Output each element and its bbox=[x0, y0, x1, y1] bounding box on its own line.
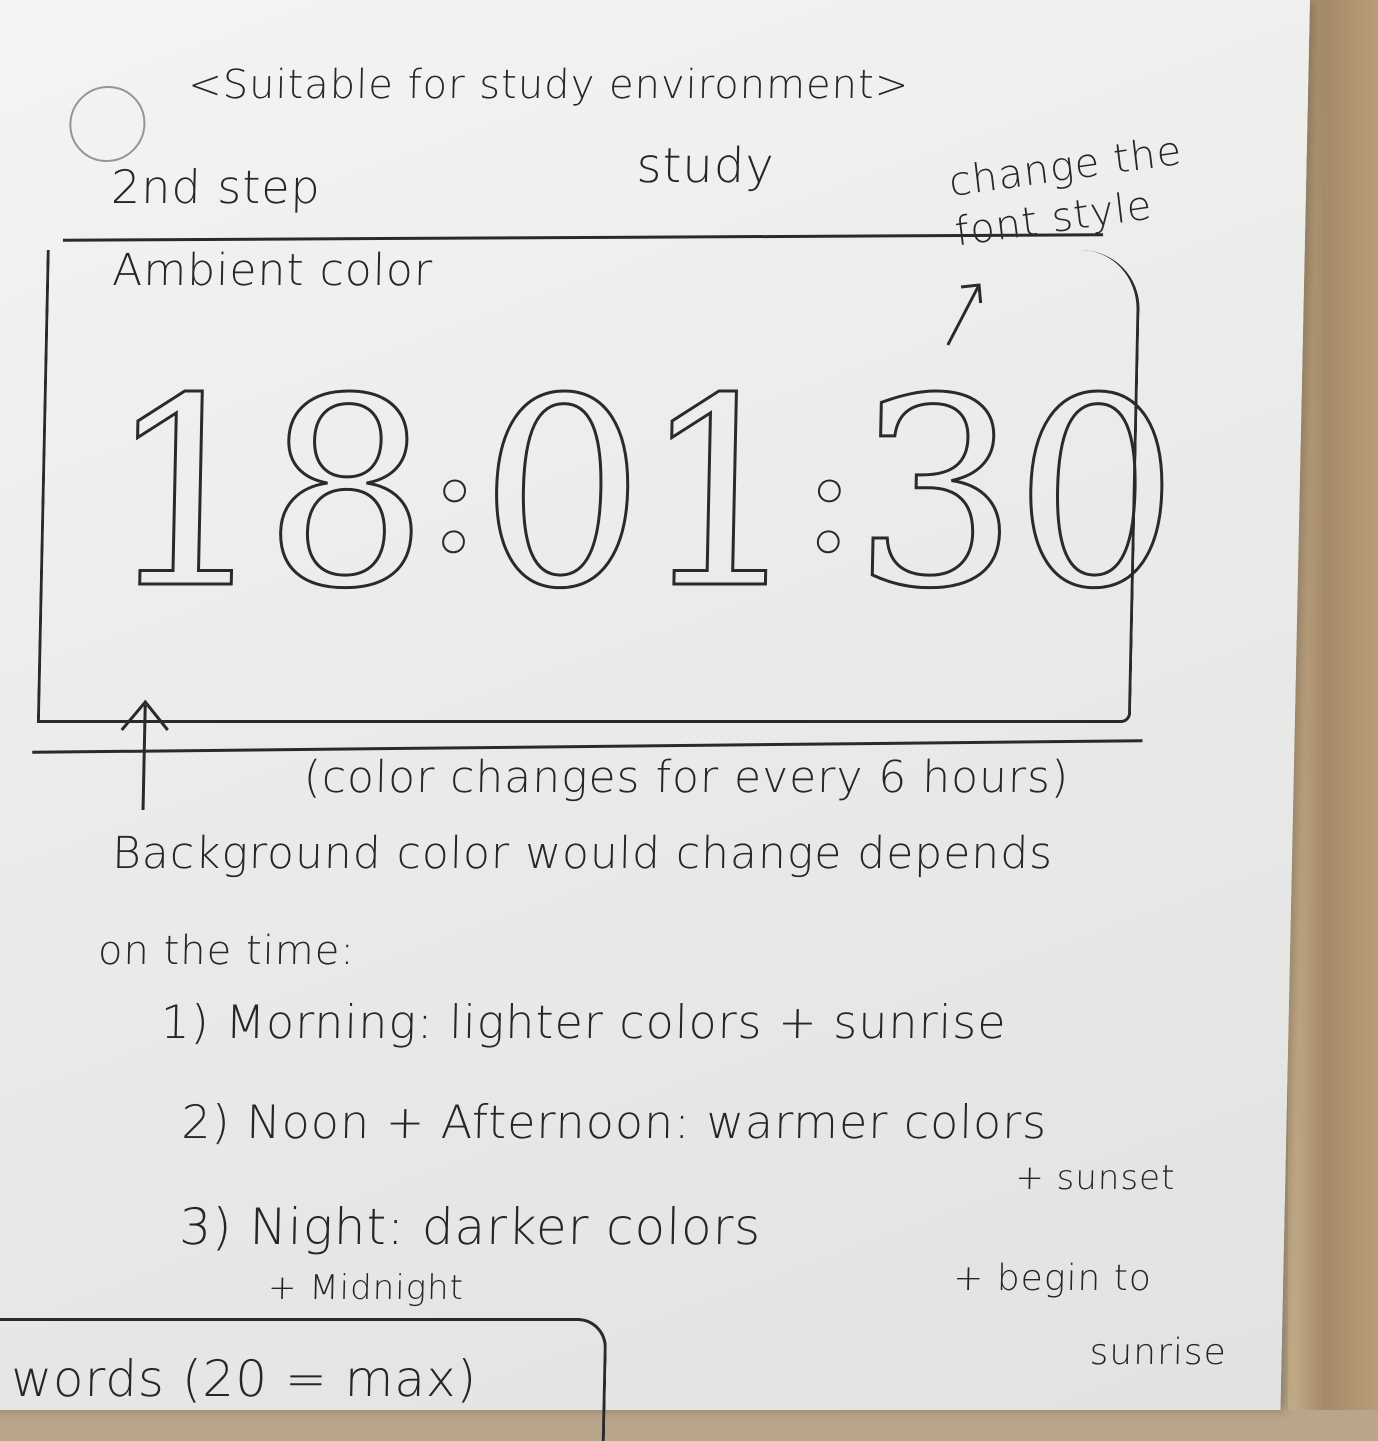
footer-box-text: words (20 = max) bbox=[10, 1350, 478, 1408]
step-label: 2nd step bbox=[110, 160, 322, 214]
top-rule bbox=[63, 233, 1103, 241]
subtitle: <Suitable for study environment> bbox=[187, 62, 910, 108]
clock-minutes: 01 bbox=[476, 344, 802, 646]
list-item: 1) Morning: lighter colors + sunrise bbox=[160, 995, 1008, 1049]
intro-line-2: on the time: bbox=[97, 928, 356, 974]
clock-seconds: 30 bbox=[850, 344, 1177, 646]
list-item: 2) Noon + Afternoon: warmer colors bbox=[180, 1095, 1048, 1149]
item3-extra-right-2: sunrise bbox=[1089, 1332, 1228, 1373]
arrow-upright-icon bbox=[938, 275, 1000, 355]
arrow-up-icon bbox=[108, 690, 181, 815]
clock-display bbox=[101, 344, 1177, 646]
mode-label: study bbox=[635, 138, 776, 194]
color-change-caption: (color changes for every 6 hours) bbox=[303, 752, 1070, 803]
circle-mark-icon bbox=[69, 86, 147, 162]
item2-extra: + sunset bbox=[1014, 1158, 1176, 1198]
item3-extra-right-1: + begin to bbox=[952, 1258, 1153, 1299]
clock-separator-2: : bbox=[800, 401, 853, 588]
clock-hours: 18 bbox=[101, 344, 427, 646]
intro-line-1: Background color would change depends bbox=[111, 828, 1054, 879]
ambient-color-label: Ambient color bbox=[111, 245, 434, 296]
item3-extra-left: + Midnight bbox=[267, 1268, 465, 1308]
font-style-note: change the font style bbox=[946, 127, 1185, 256]
clock-separator-1: : bbox=[425, 401, 478, 588]
list-item: 3) Night: darker colors bbox=[178, 1198, 762, 1256]
